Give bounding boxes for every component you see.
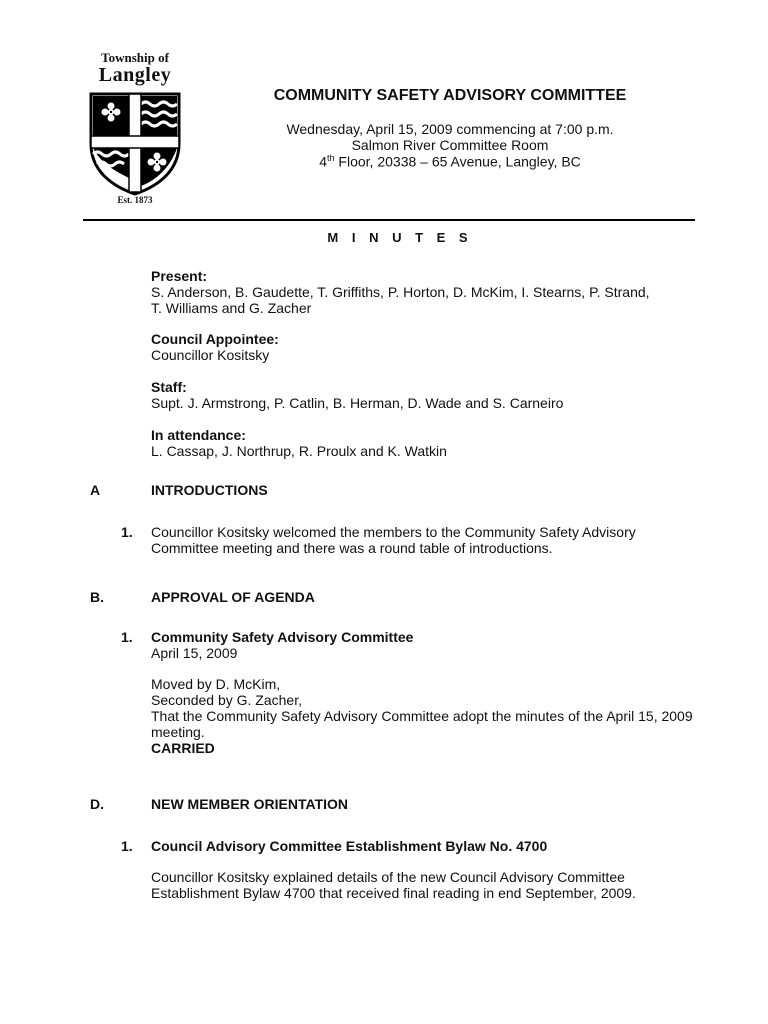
section-d-item-title: Council Advisory Committee Establishment Bylaw No. 4700 <box>151 838 548 854</box>
motion-moved-by: Moved by D. McKim, <box>151 676 281 692</box>
address-rest: Floor, 20338 – 65 Avenue, Langley, BC <box>334 153 581 170</box>
motion-seconded-by: Seconded by G. Zacher, <box>151 692 302 708</box>
section-d-item-text-line2: Establishment Bylaw 4700 that received final reading in end September, 2009. <box>151 885 636 901</box>
section-a-letter: A <box>90 482 101 498</box>
section-b-letter: B. <box>90 589 104 605</box>
section-a-item-text-line2: Committee meeting and there was a round table of introductions. <box>151 540 553 556</box>
section-d-letter: D. <box>90 796 104 812</box>
section-b-item-number: 1. <box>121 629 133 645</box>
section-b-heading: APPROVAL OF AGENDA <box>151 589 315 605</box>
section-a-item-text-line1: Councillor Kositsky welcomed the members to the Community Safety Advisory <box>151 524 636 540</box>
council-appointee-label: Council Appointee: <box>151 331 279 347</box>
staff-value: Supt. J. Armstrong, P. Catlin, B. Herman, D. Wade and S. Carneiro <box>151 395 564 411</box>
township-logo <box>80 50 190 210</box>
meeting-date: Wednesday, April 15, 2009 commencing at 7:00 p.m. <box>286 121 614 137</box>
in-attendance-label: In attendance: <box>151 427 246 443</box>
floor-ordinal-suffix: th <box>327 153 335 163</box>
section-a-item-number: 1. <box>121 524 133 540</box>
section-a-heading: INTRODUCTIONS <box>151 482 268 498</box>
motion-carried: CARRIED <box>151 740 215 756</box>
staff-label: Staff: <box>151 379 187 395</box>
section-b-item-title: Community Safety Advisory Committee <box>151 629 414 645</box>
shield-crest-icon <box>89 92 181 196</box>
minutes-heading: M I N U T E S <box>327 230 473 245</box>
meeting-address <box>200 153 700 170</box>
header-divider <box>83 219 695 221</box>
motion-text-line2: meeting. <box>151 724 205 740</box>
section-d-item-text-line1: Councillor Kositsky explained details of the new Council Advisory Committee <box>151 869 625 885</box>
present-label: Present: <box>151 268 208 284</box>
meeting-room: Salmon River Committee Room <box>351 137 549 153</box>
section-b-item-date: April 15, 2009 <box>151 645 238 661</box>
in-attendance-value: L. Cassap, J. Northrup, R. Proulx and K. Watkin <box>151 443 447 459</box>
section-d-item-number: 1. <box>121 838 133 854</box>
floor-number: 4 <box>319 153 328 170</box>
logo-text-established: Est. 1873 <box>117 195 153 205</box>
logo-text-langley: Langley <box>98 64 172 86</box>
motion-text-line1: That the Community Safety Advisory Committee adopt the minutes of the April 15, 2009 <box>151 708 693 724</box>
logo-text-township: Township of <box>101 50 169 65</box>
present-names-line1: S. Anderson, B. Gaudette, T. Griffiths, P. Horton, D. McKim, I. Stearns, P. Strand, <box>151 284 650 300</box>
section-d-heading: NEW MEMBER ORIENTATION <box>151 796 349 812</box>
council-appointee-value: Councillor Kositsky <box>151 347 270 363</box>
present-names-line2: T. Williams and G. Zacher <box>151 300 312 316</box>
committee-title: COMMUNITY SAFETY ADVISORY COMMITTEE <box>273 87 627 104</box>
